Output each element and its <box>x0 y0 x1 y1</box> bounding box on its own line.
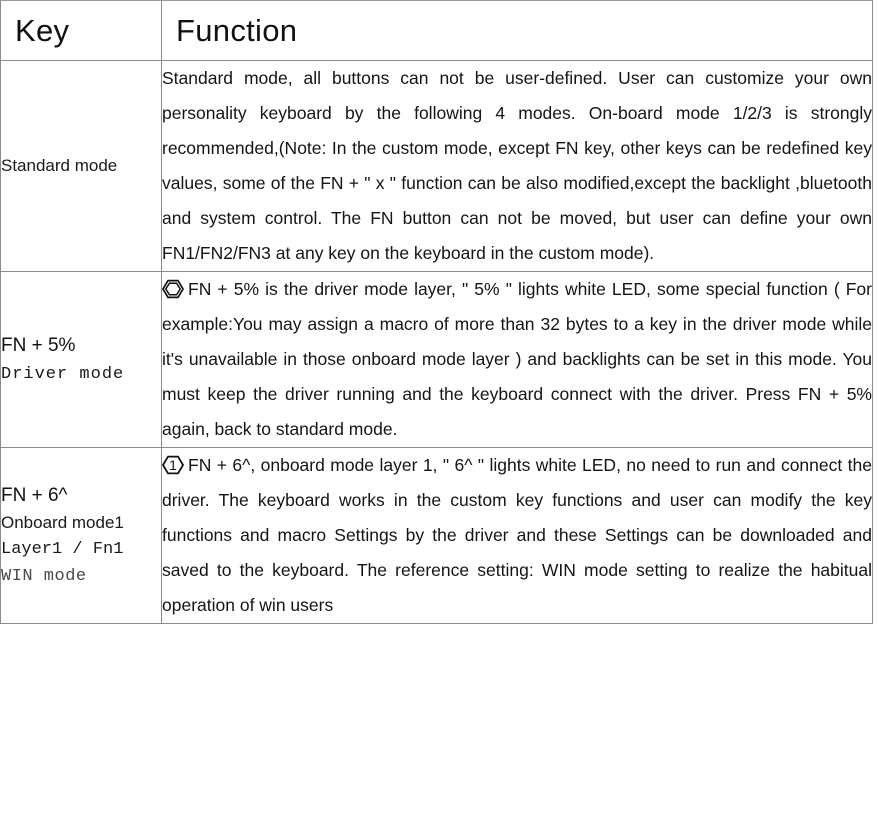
key-label-line: Standard mode <box>1 156 118 176</box>
key-label-line: FN + 6^ <box>1 484 68 506</box>
column-header-key-label: Key <box>15 13 70 48</box>
table-row <box>1 272 873 448</box>
key-mode-line: Onboard mode1 <box>1 513 124 533</box>
function-description-wrapper <box>162 448 872 623</box>
column-header-key <box>1 1 162 61</box>
key-label-line: FN + 5% <box>1 335 76 357</box>
function-cell-fn-6 <box>162 448 873 624</box>
table-row <box>1 448 873 624</box>
function-description: FN + 6^, onboard mode layer 1, " 6^ " lights white LED, no need to run and connect the driver. The keyboard works in the custom key functions and user can modify the key functions and macro Settings by the driver and these Settings can be downloaded and saved to the keyboard. The reference setting: WIN mode setting to realize the habitual operation of win users <box>162 455 872 615</box>
key-win-mode-line: WIN mode <box>1 566 87 586</box>
table-row <box>1 61 873 272</box>
key-cell-fn-6 <box>1 448 162 624</box>
hexagon-number-label: 1 <box>169 456 177 473</box>
key-mode-line: Driver mode <box>1 364 125 384</box>
function-description: Standard mode, all buttons can not be user-defined. User can customize your own personality keyboard by the following 4 modes. On-board mode 1/2/3 is strongly recommended,(Note: In the custom mode, except FN key, other keys can be redefined key values, some of the FN + " x " function can be also modified,except the backlight ,bluetooth and system control. The FN button can not be moved, but user can define your own FN1/FN2/FN3 at any key on the keyboard in the custom mode). <box>162 68 872 263</box>
key-cell-fn-5 <box>1 272 162 448</box>
function-description: FN + 5% is the driver mode layer, " 5% " lights white LED, some special function ( For example:You may assign a macro of more than 32 bytes to a key in the driver mode while it's unavailable in those onboard mode layer ) and backlights can be set in this mode. You must keep the driver running and the keyboard connect with the driver. Press FN + 5% again, back to standard mode. <box>162 279 872 439</box>
hexagon-number-icon <box>162 455 184 475</box>
key-layer-line: Layer1 / Fn1 <box>1 539 124 559</box>
hexagon-outline-icon <box>162 279 184 299</box>
function-cell-fn-5 <box>162 272 873 448</box>
column-header-function-label: Function <box>176 13 298 48</box>
column-header-function <box>162 1 873 61</box>
function-cell-standard-mode <box>162 61 873 272</box>
key-cell-standard-mode <box>1 61 162 272</box>
table-header-row <box>1 1 873 61</box>
function-description-wrapper <box>162 272 872 447</box>
